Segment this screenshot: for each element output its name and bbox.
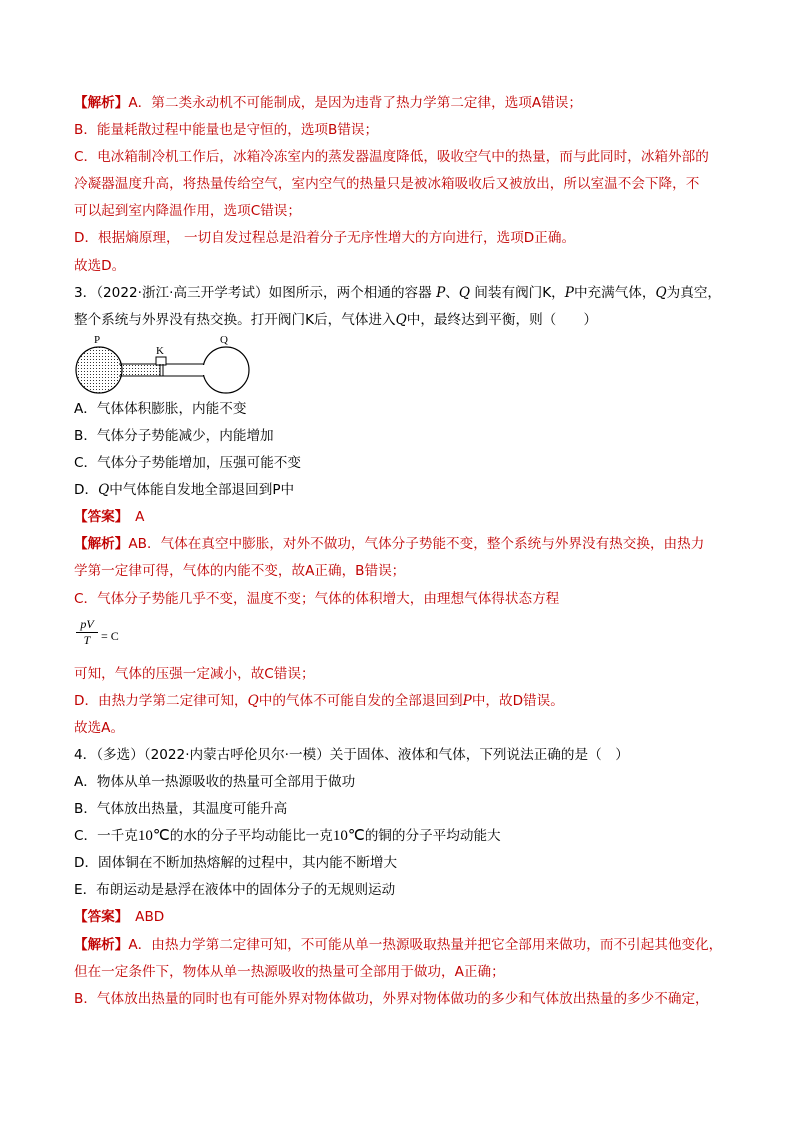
option-c: C．一千克10℃的水的分子平均动能比一克10℃的铜的分子平均动能大	[74, 828, 501, 845]
answer-value: ABD	[121, 909, 165, 926]
container-p-bulb	[76, 347, 122, 393]
analysis-line: 冷凝器温度升高，将热量传给空气，室内空气的热量只是被冰箱吸收后又被放出，所以室温不会下降，不	[74, 176, 700, 193]
label-k: K	[156, 344, 164, 357]
option-a: A．物体从单一热源吸收的热量可全部用于做功	[74, 773, 356, 790]
label-q: Q	[220, 333, 228, 346]
analysis-tag: 【解析】	[74, 536, 129, 553]
answer-value: A	[121, 509, 145, 526]
option-a: A．气体体积膨胀，内能不变	[74, 400, 247, 417]
analysis-line: 【解析】A．第二类永动机不可能制成，是因为违背了热力学第二定律，选项A错误；	[74, 95, 582, 111]
conclusion-line: 故选D。	[74, 257, 126, 274]
option-b: B．气体分子势能减少，内能增加	[74, 427, 274, 444]
analysis-line: 【解析】A．由热力学第二定律可知，不可能从单一热源吸取热量并把它全部用来做功，而不引起其他变化，	[74, 936, 723, 953]
tube-filled	[118, 364, 160, 376]
answer-line	[74, 904, 724, 931]
analysis-line: B．能量耗散过程中能量也是守恒的，选项B错误；	[74, 122, 379, 139]
analysis-line: 可以起到室内降温作用，选项C错误；	[74, 203, 301, 220]
document-page	[74, 90, 724, 1013]
question-3-stem: 3．（2022·浙江·高三开学考试）如图所示，两个相通的容器 P、Q 间装有阀门K，P中充满气体，Q为真空，	[74, 284, 722, 301]
analysis-line: B．气体放出热量的同时也有可能外界对物体做功，外界对物体做功的多少和气体放出热量的多少不确定，	[74, 990, 709, 1007]
answer-line	[74, 504, 724, 531]
analysis-tag: 【解析】	[74, 95, 129, 111]
analysis-line: D．由热力学第二定律可知，Q中的气体不可能自发的全部退回到P中，故D错误。	[74, 692, 564, 709]
label-p: P	[94, 333, 101, 346]
option-c: C．气体分子势能增加，压强可能不变	[74, 455, 301, 472]
analysis-line: 学第一定律可得，气体的内能不变，故A正确，B错误；	[74, 563, 406, 580]
equation-fraction: pV T	[76, 617, 98, 648]
answer-tag: 【答案】	[74, 509, 122, 526]
state-equation	[74, 613, 724, 661]
analysis-line: 可知，气体的压强一定减小，故C错误；	[74, 665, 315, 682]
container-q-bulb	[203, 347, 249, 393]
question-3-stem-cont: 整个系统与外界没有热交换。打开阀门K后，气体进入Q中，最终达到平衡，则（ ）	[74, 311, 598, 328]
option-d: D．Q中气体能自发地全部退回到P中	[74, 482, 295, 499]
analysis-line: 但在一定条件下，物体从单一热源吸收的热量可全部用于做功，A正确；	[74, 963, 505, 980]
container-figure	[74, 334, 264, 396]
equation-rhs: = C	[101, 628, 119, 643]
analysis-tag: 【解析】	[74, 936, 129, 953]
option-b: B．气体放出热量，其温度可能升高	[74, 801, 288, 818]
analysis-line: D．根据熵原理， 一切自发过程总是沿着分子无序性增大的方向进行，选项D正确。	[74, 230, 576, 247]
answer-tag: 【答案】	[74, 909, 122, 926]
option-e: E．布朗运动是悬浮在液体中的固体分子的无规则运动	[74, 882, 396, 899]
question-4-stem: 4．（多选）（2022·内蒙古呼伦贝尔·一模）关于固体、液体和气体，下列说法正确的是（ ）	[74, 746, 629, 763]
conclusion-line: 故选A。	[74, 719, 125, 736]
analysis-line: C．电冰箱制冷机工作后，冰箱冷冻室内的蒸发器温度降低，吸收空气中的热量，而与此同时，冰箱外部的	[74, 149, 709, 166]
analysis-line: C．气体分子势能几乎不变，温度不变；气体的体积增大，由理想气体得状态方程	[74, 590, 560, 607]
container-diagram	[74, 334, 724, 396]
analysis-line: 【解析】AB．气体在真空中膨胀，对外不做功，气体分子势能不变，整个系统与外界没有热交换，由热力	[74, 536, 705, 553]
valve-k	[156, 357, 166, 365]
option-d: D．固体铜在不断加热熔解的过程中，其内能不断增大	[74, 855, 398, 872]
